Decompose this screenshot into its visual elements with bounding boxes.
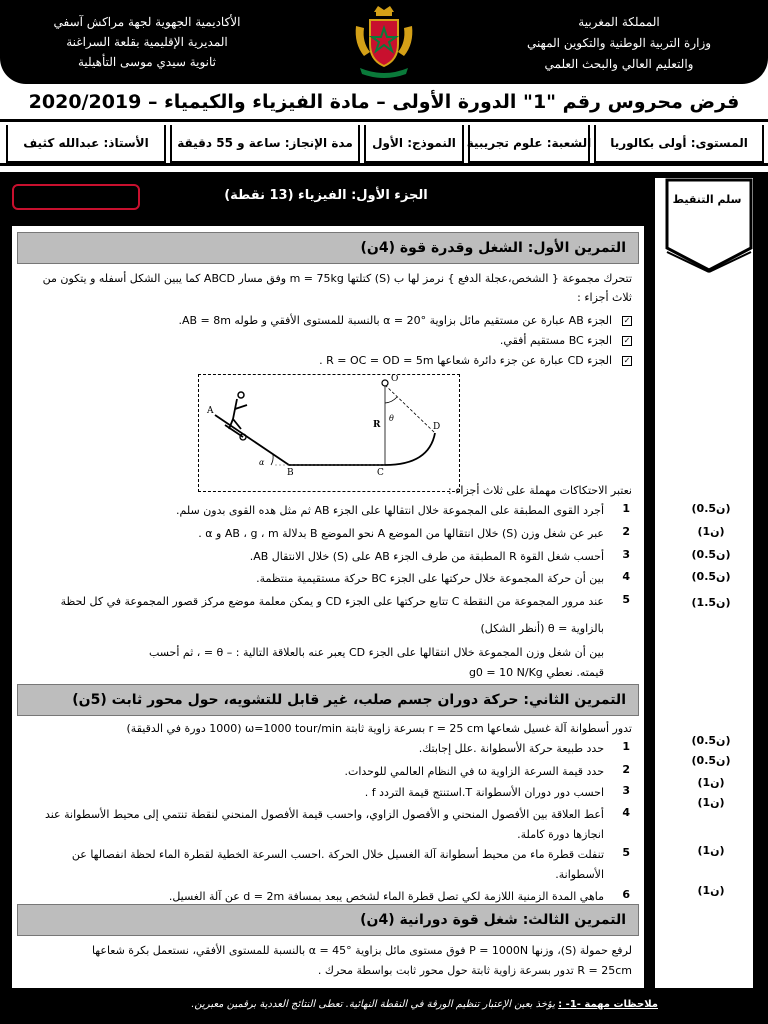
header-left-line: ثانوية سيدي موسى التأهيلية: [77, 55, 217, 69]
checkbox-icon: ✓: [623, 316, 631, 325]
mark-ex2-q1: (0.5ن): [691, 734, 731, 747]
ex1-q5: عند مرور المجموعة من النقطة C تتابع حركتها على الجزء CD و يمكن معلمة موضع مركز قصور المجموعة في كل لحظة: [60, 595, 604, 608]
ex1-q1: أجرد القوى المطبقة على المجموعة خلال انتقالها على الجزء AB ثم مثل هده القوى بدون سلم.: [176, 504, 604, 517]
footer-label: ملاحظات مهمة -1- :: [558, 999, 658, 1010]
label-o: O: [391, 375, 399, 384]
mark-ex2-q6: (1ن): [697, 884, 725, 897]
ex1-q1-num: 1: [622, 502, 630, 515]
ex1-q4-num: 4: [622, 570, 630, 583]
part-title: الجزء الأول: الفيزياء (13 نقطة): [6, 176, 646, 220]
teacher-cell: الأستاذ: عبدالله كثيف: [6, 125, 166, 163]
score-box[interactable]: [12, 184, 140, 210]
label-theta: θ: [389, 414, 394, 423]
ex2-q5-cont: الأسطوانة.: [555, 868, 604, 881]
mark-ex1-q4: (0.5ن): [691, 570, 731, 583]
ex2-intro: تدور أسطوانة آلة غسيل شعاعها r = 25 cm بسرعة زاوية ثابتة ω=1000 tour/min (1000 دورة في الدقيقة): [126, 722, 632, 735]
divider: [0, 163, 768, 166]
ex2-q4: أعط العلاقة بين الأفصول المنحني و الأفصول الزاوي، واحسب قيمة الأفصول المنحني لنقطة تنتمي إلى محيط الأسطوانة عند: [44, 808, 604, 821]
label-d: D: [433, 422, 441, 432]
ex2-q4-cont: انجازها دورة كاملة.: [517, 828, 604, 841]
scale-label: سلم التنقيط: [672, 193, 742, 206]
ex2-q3: احسب دور دوران الأسطوانة T.استنتج قيمة التردد f .: [364, 786, 604, 799]
ex1-intro: تتحرك مجموعة { الشخص،عجلة الدفع } نرمز لها ب (S) كتلتها m = 75kg وفق مسار ABCD كما يبين الشكل أسفله و يتكون من: [42, 272, 632, 285]
ex2-q5-num: 5: [622, 846, 630, 859]
person-pushing-wheelbarrow-icon: [225, 392, 247, 440]
mark-ex2-q3: (1ن): [697, 776, 725, 789]
footer-note: [0, 988, 768, 1024]
track-diagram: [198, 374, 460, 492]
ex1-q2-num: 2: [622, 525, 630, 538]
ex2-q1: حدد طبيعة حركة الأسطوانة .علل إجابتك.: [418, 742, 604, 755]
header-left-line: الأكاديمية الجهوية لجهة مراكش آسفي: [53, 15, 241, 29]
label-r: R: [373, 420, 381, 430]
header-right-line: المملكة المغربية: [578, 15, 660, 29]
checkbox-icon: ✓: [623, 356, 631, 365]
exam-title: فرض محروس رقم "1" الدورة الأولى – مادة الفيزياء والكيمياء – 2020/2019: [0, 84, 768, 122]
ex3-line2: R = 25cm تدور بسرعة زاوية ثابتة حول محور ثابت بواسطة محرك .: [317, 964, 632, 977]
ex1-item: ✓الجزء BC مستقيم أفقي.: [499, 334, 631, 347]
ex1-note: نعتبر الاحتكاكات مهملة على ثلاث أجزاء :: [448, 484, 632, 497]
level-cell: المستوى: أولى بكالوريا: [594, 125, 764, 163]
header-right: [484, 12, 754, 75]
ex1-q4: بين أن حركة المجموعة خلال حركتها على الجزء BC حركة مستقيمية منتظمة.: [256, 572, 604, 585]
info-row: [4, 125, 764, 163]
ex2-q3-num: 3: [622, 784, 630, 797]
ex2-q6-num: 6: [622, 888, 630, 901]
footer-text: يؤخذ بعين الإعتبار تنظيم الورقة في النقطة النهائية. تعطى النتائج العددية برقمين معبرين.: [191, 999, 555, 1010]
mark-ex2-q4: (1ن): [697, 796, 725, 809]
header-left: [22, 12, 272, 72]
label-c: C: [377, 468, 384, 478]
ex2-q4-num: 4: [622, 806, 630, 819]
mark-ex1-q3: (0.5ن): [691, 548, 731, 561]
mark-ex2-q5: (1ن): [697, 844, 725, 857]
mark-ex1-q5: (1.5ن): [691, 596, 731, 609]
grading-column: [655, 178, 753, 988]
model-cell: النموذج: الأول: [364, 125, 464, 163]
checkbox-icon: ✓: [623, 336, 631, 345]
ex2-q1-num: 1: [622, 740, 630, 753]
ex1-intro-cont: ثلاث أجزاء :: [577, 291, 632, 304]
label-alpha: α: [259, 458, 265, 467]
header-right-line: وزارة التربية الوطنية والتكوين المهني: [526, 36, 712, 50]
ex1-q5-num: 5: [622, 593, 630, 606]
ex1-q5-line4: قيمته. نعطي g0 = 10 N/Kg: [468, 666, 604, 679]
ex1-q5-line3: بين أن شغل وزن المجموعة خلال انتقالها على الجزء CD يعبر عنه بالعلاقة التالية : – θ = ، ثم أحسب: [148, 646, 604, 659]
ex2-q2: حدد قيمة السرعة الزاوية ω في النظام العالمي للوحدات.: [344, 765, 604, 778]
mark-ex1-q1: (0.5ن): [691, 502, 731, 515]
duration-cell: مدة الإنجاز: ساعة و 55 دقيقة: [170, 125, 360, 163]
ex1-item: ✓الجزء AB عبارة عن مستقيم مائل بزاوية α = 20° بالنسبة للمستوى الأفقي و طوله AB = 8m.: [178, 314, 631, 327]
track-svg: [199, 375, 461, 493]
content-area: [12, 226, 644, 988]
ex2-q6: ماهي المدة الزمنية اللازمة لكي تصل قطرة الماء لشخص يبعد بمسافة d = 2m عن آلة الغسيل.: [168, 890, 604, 903]
ex2-q2-num: 2: [622, 763, 630, 776]
ex3-title: التمرين الثالث: شغل قوة دورانية (4ن): [17, 904, 639, 936]
royal-emblem-icon: [348, 4, 420, 80]
ex3-line1: لرفع حمولة (S)، وزنها P = 1000N فوق مستوى مائل بزاوية α = 45° بالنسبة للمستوى الأفقي، نستعمل بكرة شعاعها: [91, 944, 632, 957]
ex1-q5-line2: بالزاوية = θ (أنظر الشكل): [480, 622, 604, 635]
label-b: B: [287, 468, 294, 478]
mark-ex2-q2: (0.5ن): [691, 754, 731, 767]
ex2-title: التمرين الثاني: حركة دوران جسم صلب، غير قابل للتشويه، حول محور ثابت (5ن): [17, 684, 639, 716]
ex1-q3: أحسب شغل القوة R المطبقة من طرف الجزء AB على (S) خلال الانتقال AB.: [249, 550, 604, 563]
ex2-q5: تنفلت قطرة ماء من محيط أسطوانة آلة الغسيل خلال الحركة .احسب السرعة الخطية لقطرة الماء لحظة انفصالها عن: [71, 848, 604, 861]
label-a: A: [207, 406, 214, 416]
ex1-q2: عبر عن شغل وزن (S) خلال انتقالها من الموضع A نحو الموضع B بدلالة AB ، g ، m و α .: [198, 527, 604, 540]
header-left-line: المديرية الإقليمية بقلعة السراغنة: [66, 35, 228, 49]
ex1-item: ✓الجزء CD عبارة عن جزء دائرة شعاعها R = OC = OD = 5m .: [319, 354, 631, 367]
ex1-title: التمرين الأول: الشغل وقدرة قوة (4ن): [17, 232, 639, 264]
mark-ex1-q2: (1ن): [697, 525, 725, 538]
branch-cell: الشعبة: علوم تجريبية: [468, 125, 590, 163]
header-right-line: والتعليم العالي والبحث العلمي: [544, 57, 694, 71]
ex1-q3-num: 3: [622, 548, 630, 561]
